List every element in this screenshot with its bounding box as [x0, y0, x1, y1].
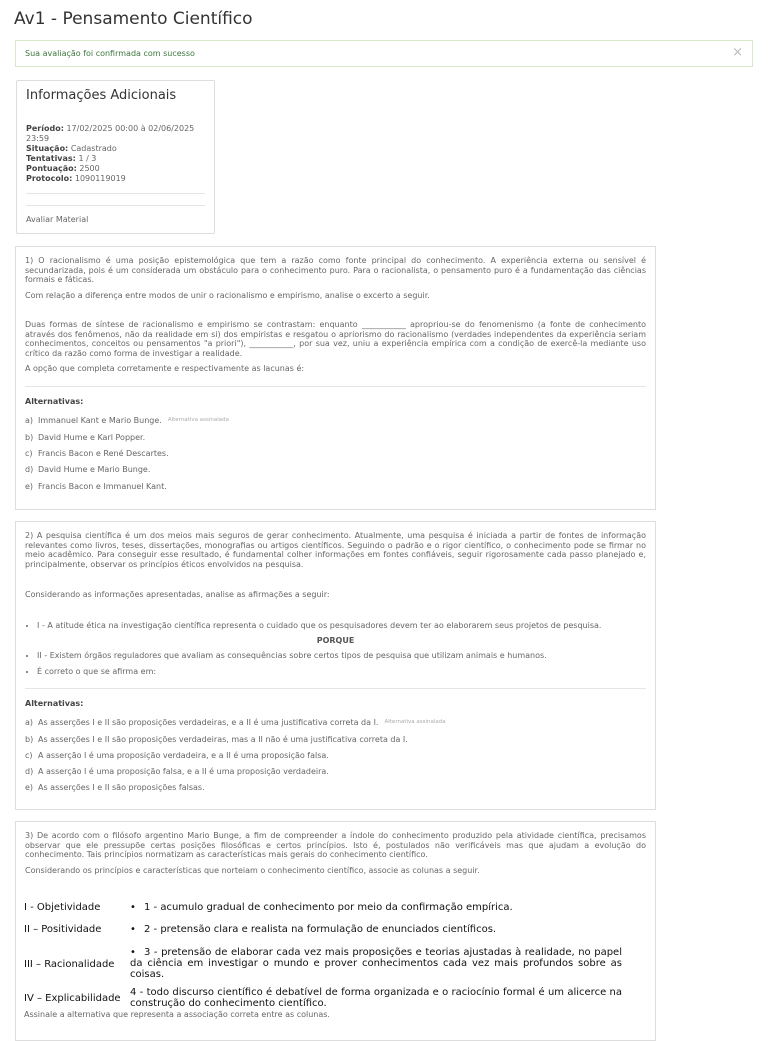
question-1-text — [25, 256, 646, 374]
alternative-c[interactable]: c) A asserção I é uma proposição verdadeira, e a II é uma proposição falsa. — [25, 751, 329, 760]
alert-message: Sua avaliação foi confirmada com sucesso — [25, 49, 195, 58]
tentativas-label: Tentativas: — [26, 154, 76, 163]
alternative-b[interactable]: b) David Hume e Karl Popper. — [25, 433, 146, 442]
question-2-statement: 2) A pesquisa científica é um dos meios mais seguros de gerar conhecimento. Atualmente, uma pesquisa é iniciada a partir de fontes de informação relevantes como livros, teses, dissertações, monografias ou artigos científicos. Seguindo o padrão e o rigor científico, o conhecimento pode se firmar no meio acadêmico. Para conseguir esse resultado, é fundamental colher informações em fontes confiáveis, seguir rigorosamente cada passo planejado e, principalmente, observar os princípios éticos envolvidos na pesquisa. — [25, 531, 646, 569]
question-3-statement: 3) De acordo com o filósofo argentino Mario Bunge, a fim de compreender a índole do conhecimento produzido pela atividade científica, precisamos observar que ele pressupõe certas posições filosóficas e certos princípios. Isto é, postulados não verificáveis mas que ajudam a evolução do conhecimento. Tais princípios normatizam as características mais gerais do conhecimento científico. — [25, 831, 646, 859]
alternative-a[interactable]: a) Immanuel Kant e Mario Bunge. $^{Alternativa assinalada}$ — [25, 416, 229, 425]
divider — [26, 193, 205, 194]
page-title: Av1 - Pensamento Científico — [14, 9, 253, 29]
alternative-e[interactable]: e) As asserções I e II são proposições falsas. — [25, 783, 205, 792]
alternatives-title: Alternativas: — [25, 397, 84, 406]
association-table — [24, 902, 624, 1012]
question-1-excerpt: Duas formas de síntese de racionalismo e empirismo se contrastam: enquanto ___________ apropriou-se do fenomenismo (a fonte de conhecimento através dos fenômenos, não da realidade em si) dos empiristas e resgatou o apriorismo do racionalismo (verdades independentes da experiência seriam conhecimentos, conceitos ou pensamentos "a priori"), ___________, por sua vez, uniu a experiência empírica com a condição de exercê-la mediante uso crítico da razão como forma de investigar a realidade. — [25, 320, 646, 358]
situacao-value: Cadastrado — [70, 144, 117, 153]
question-card-2 — [15, 521, 656, 810]
info-panel — [16, 80, 215, 234]
close-icon[interactable]: × — [732, 45, 743, 60]
question-card-1 — [15, 246, 656, 510]
protocolo-value: 1090119019 — [74, 174, 126, 183]
alternative-d[interactable]: d) A asserção I é uma proposição falsa, e a II é uma proposição verdadeira. — [25, 767, 329, 776]
column-right-item: • 1 - acumulo gradual de conhecimento por meio da confirmação empírica. — [130, 902, 513, 913]
alternatives-title: Alternativas: — [25, 699, 84, 708]
question-3-instruction: Considerando os princípios e características que norteiam o conhecimento científico, associe as colunas a seguir. — [25, 865, 480, 875]
alternative-c[interactable]: c) Francis Bacon e René Descartes. — [25, 449, 169, 458]
assertion-2: • II - Existem órgãos reguladores que avaliam as consequências sobre certos tipos de pesquisa que utilizam animais e humanos. — [37, 651, 646, 661]
alternative-d[interactable]: d) David Hume e Mario Bunge. — [25, 465, 151, 474]
column-right-item: • 2 - pretensão clara e realista na formulação de enunciados científicos. — [130, 924, 497, 935]
alternative-e[interactable]: e) Francis Bacon e Immanuel Kant. — [25, 482, 167, 491]
selected-badge: Alternativa assinalada — [384, 719, 446, 725]
column-right-item: 4 - todo discurso científico é debatível de forma organizada e o raciocínio formal é um alicerce na construção do conhecimento científico. — [130, 987, 622, 1009]
divider — [26, 205, 205, 206]
protocolo-label: Protocolo: — [26, 174, 73, 183]
column-left-item: IV – Explicabilidade — [24, 993, 121, 1004]
question-3-prompt: Assinale a alternativa que representa a associação correta entre as colunas. — [24, 1010, 330, 1019]
success-alert — [15, 40, 753, 67]
column-right-item: • 3 - pretensão de elaborar cada vez mais proposições e teorias ajustadas à realidade, no papel da ciência em investigar o mundo e prover conhecimentos cada vez mais profundos sobre as coisas. — [130, 947, 622, 980]
porque-label: PORQUE — [316, 636, 355, 645]
divider — [25, 386, 646, 387]
question-1-statement: 1) O racionalismo é uma posição epistemológica que tem a razão como fonte principal do conhecimento. A experiência externa ou sensível é secundarizada, pois é um considerada um obstáculo para o conhecimento puro. Para o racionalista, o pensamento puro é a fundamentação das ciências formais e fáticas. — [25, 256, 646, 284]
pontuacao-label: Pontuação: — [26, 164, 77, 173]
periodo-value: 17/02/2025 00:00 à 02/06/2025 23:59 — [26, 124, 195, 143]
alternative-a[interactable]: a) As asserções I e II são proposições verdadeiras, e a II é uma justificativa correta da I. $^{Alternativa assinalada}$ — [25, 718, 446, 727]
pontuacao-value: 2500 — [79, 164, 100, 173]
tentativas-value: 1 / 3 — [78, 154, 97, 163]
question-2-instruction: Considerando as informações apresentadas, analise as afirmações a seguir: — [25, 590, 330, 599]
divider — [25, 688, 646, 689]
question-1-prompt: A opção que completa corretamente e respectivamente as lacunas é: — [25, 364, 305, 373]
selected-badge: Alternativa assinalada — [167, 417, 229, 423]
assertions — [25, 621, 646, 631]
assertions-continued — [25, 651, 646, 676]
question-2-prompt: • É correto o que se afirma em: — [37, 667, 646, 677]
info-heading: Informações Adicionais — [26, 88, 177, 103]
column-left-item: III – Racionalidade — [24, 959, 115, 970]
avaliar-material-link[interactable]: Avaliar Material — [26, 215, 89, 224]
question-2-text — [25, 531, 646, 600]
question-3-text — [25, 831, 646, 875]
alternative-b[interactable]: b) As asserções I e II são proposições verdadeiras, mas a II não é uma justificativa correta da I. — [25, 735, 408, 744]
assertion-1: • I - A atitude ética na investigação científica representa o cuidado que os pesquisadores devem ter ao elaborarem seus projetos de pesquisa. — [37, 621, 646, 631]
question-1-instruction: Com relação a diferença entre modos de unir o racionalismo e empirismo, analise o excerto a seguir. — [25, 290, 430, 300]
column-left-item: I - Objetividade — [24, 902, 101, 913]
column-left-item: II – Positividade — [24, 924, 102, 935]
info-details — [26, 124, 206, 184]
situacao-label: Situação: — [26, 144, 69, 153]
periodo-label: Período: — [26, 124, 64, 133]
